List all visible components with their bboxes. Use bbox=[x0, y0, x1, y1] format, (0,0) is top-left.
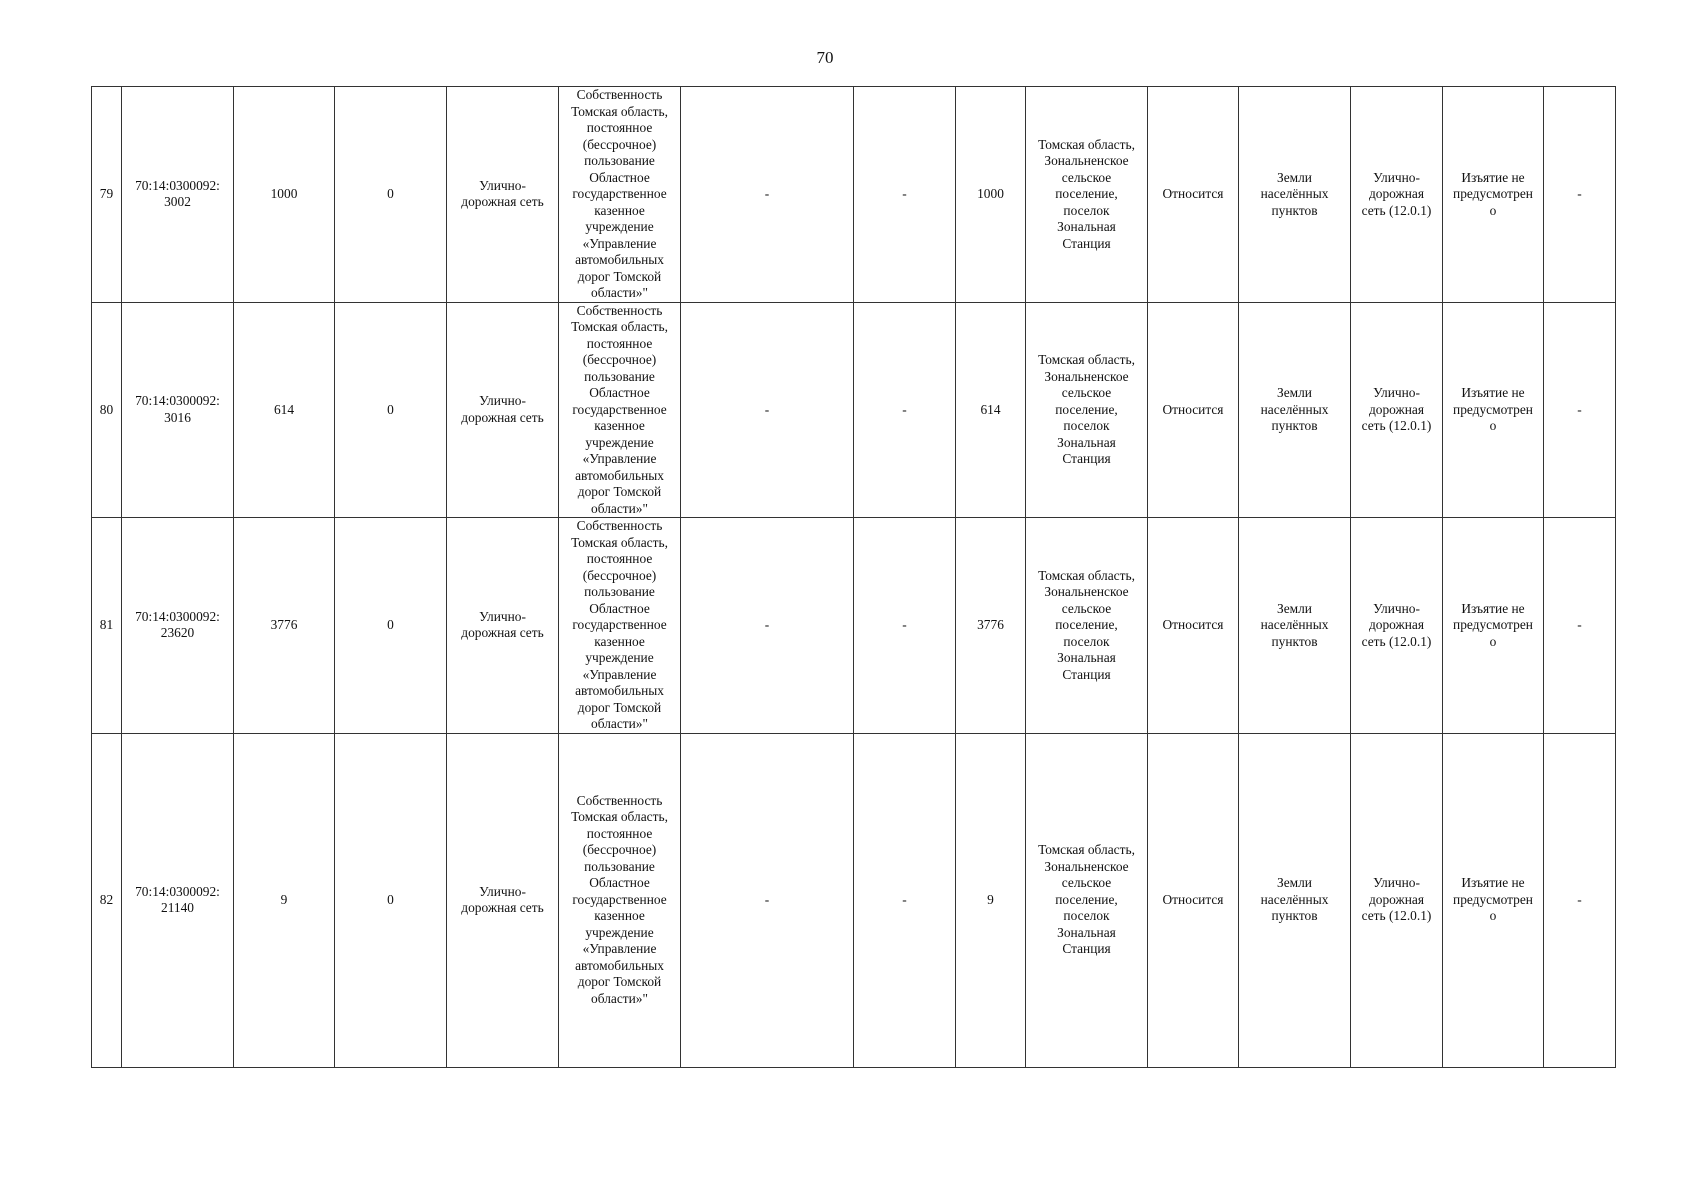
plot-purpose: Улично- дорожная сеть bbox=[447, 302, 559, 518]
zero-value: 0 bbox=[335, 302, 447, 518]
zero-value: 0 bbox=[335, 733, 447, 1067]
permitted-use: Улично- дорожная сеть (12.0.1) bbox=[1351, 518, 1443, 734]
seizure-status: Изъятие не предусмотрен о bbox=[1443, 87, 1544, 303]
empty-dash-cell: - bbox=[1544, 302, 1616, 518]
ownership-info: Собственность Томская область, постоянное (бессрочное) пользование Областное государственное казенное учреждение «Управление автомобильных дорог Томской области»" bbox=[559, 733, 681, 1067]
empty-dash-cell: - bbox=[854, 302, 956, 518]
seizure-status: Изъятие не предусмотрен о bbox=[1443, 518, 1544, 734]
empty-dash-cell: - bbox=[1544, 518, 1616, 734]
empty-dash-cell: - bbox=[681, 518, 854, 734]
plot-area-total: 3776 bbox=[956, 518, 1026, 734]
row-number: 81 bbox=[92, 518, 122, 734]
row-number: 80 bbox=[92, 302, 122, 518]
table-row bbox=[92, 87, 1616, 303]
plot-area: 3776 bbox=[234, 518, 335, 734]
permitted-use: Улично- дорожная сеть (12.0.1) bbox=[1351, 302, 1443, 518]
plot-address: Томская область, Зональненское сельское поселение, поселок Зональная Станция bbox=[1026, 733, 1148, 1067]
empty-dash-cell: - bbox=[854, 518, 956, 734]
table-row bbox=[92, 302, 1616, 518]
relation-status: Относится bbox=[1148, 302, 1239, 518]
plot-address: Томская область, Зональненское сельское поселение, поселок Зональная Станция bbox=[1026, 302, 1148, 518]
plot-area: 614 bbox=[234, 302, 335, 518]
empty-dash-cell: - bbox=[681, 87, 854, 303]
plot-address: Томская область, Зональненское сельское поселение, поселок Зональная Станция bbox=[1026, 87, 1148, 303]
seizure-status: Изъятие не предусмотрен о bbox=[1443, 302, 1544, 518]
empty-dash-cell: - bbox=[1544, 733, 1616, 1067]
plot-purpose: Улично- дорожная сеть bbox=[447, 87, 559, 303]
zero-value: 0 bbox=[335, 518, 447, 734]
page-number: 70 bbox=[816, 48, 834, 67]
land-category: Земли населённых пунктов bbox=[1239, 733, 1351, 1067]
empty-dash-cell: - bbox=[681, 733, 854, 1067]
plot-address: Томская область, Зональненское сельское поселение, поселок Зональная Станция bbox=[1026, 518, 1148, 734]
ownership-info: Собственность Томская область, постоянное (бессрочное) пользование Областное государственное казенное учреждение «Управление автомобильных дорог Томской области»" bbox=[559, 518, 681, 734]
empty-dash-cell: - bbox=[854, 733, 956, 1067]
plot-area-total: 9 bbox=[956, 733, 1026, 1067]
land-category: Земли населённых пунктов bbox=[1239, 87, 1351, 303]
land-category: Земли населённых пунктов bbox=[1239, 302, 1351, 518]
cadastral-number: 70:14:0300092: 3002 bbox=[122, 87, 234, 303]
empty-dash-cell: - bbox=[1544, 87, 1616, 303]
plot-purpose: Улично- дорожная сеть bbox=[447, 733, 559, 1067]
table-row bbox=[92, 518, 1616, 734]
empty-dash-cell: - bbox=[681, 302, 854, 518]
plot-area: 9 bbox=[234, 733, 335, 1067]
row-number: 79 bbox=[92, 87, 122, 303]
ownership-info: Собственность Томская область, постоянное (бессрочное) пользование Областное государственное казенное учреждение «Управление автомобильных дорог Томской области»" bbox=[559, 87, 681, 303]
relation-status: Относится bbox=[1148, 733, 1239, 1067]
cadastral-number: 70:14:0300092: 23620 bbox=[122, 518, 234, 734]
permitted-use: Улично- дорожная сеть (12.0.1) bbox=[1351, 87, 1443, 303]
cadastral-number: 70:14:0300092: 21140 bbox=[122, 733, 234, 1067]
plot-area-total: 1000 bbox=[956, 87, 1026, 303]
row-number: 82 bbox=[92, 733, 122, 1067]
zero-value: 0 bbox=[335, 87, 447, 303]
cadastral-number: 70:14:0300092: 3016 bbox=[122, 302, 234, 518]
empty-dash-cell: - bbox=[854, 87, 956, 303]
plot-area-total: 614 bbox=[956, 302, 1026, 518]
land-plot-table bbox=[91, 86, 1616, 1068]
plot-area: 1000 bbox=[234, 87, 335, 303]
plot-purpose: Улично- дорожная сеть bbox=[447, 518, 559, 734]
permitted-use: Улично- дорожная сеть (12.0.1) bbox=[1351, 733, 1443, 1067]
table-row bbox=[92, 733, 1616, 1067]
land-category: Земли населённых пунктов bbox=[1239, 518, 1351, 734]
relation-status: Относится bbox=[1148, 518, 1239, 734]
seizure-status: Изъятие не предусмотрен о bbox=[1443, 733, 1544, 1067]
ownership-info: Собственность Томская область, постоянное (бессрочное) пользование Областное государственное казенное учреждение «Управление автомобильных дорог Томской области»" bbox=[559, 302, 681, 518]
relation-status: Относится bbox=[1148, 87, 1239, 303]
